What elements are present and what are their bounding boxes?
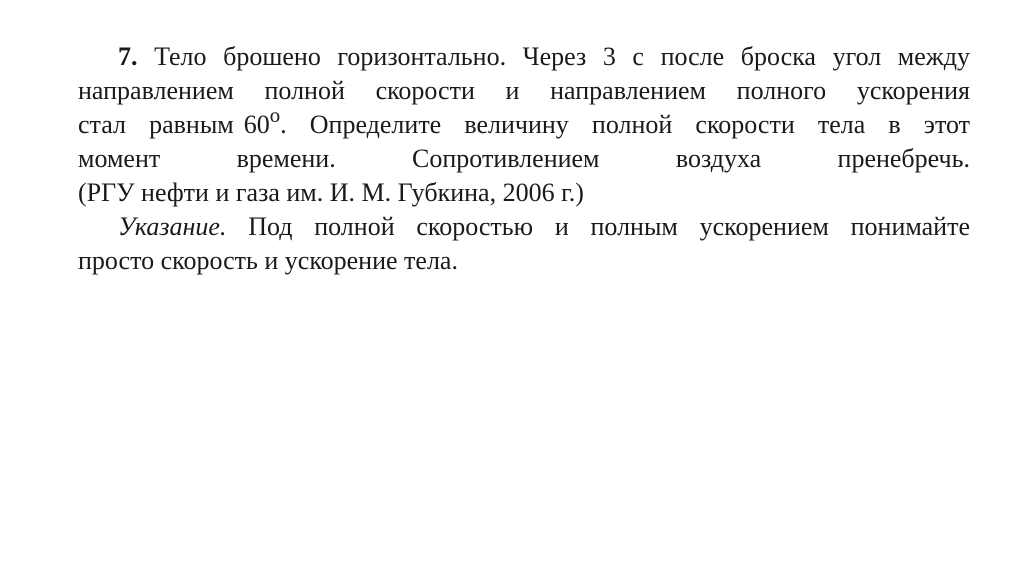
hint-label: Указание. [118,212,227,241]
hint-line-1-text: Под полной скоростью и полным ускорением понимайте [248,212,970,241]
problem-line-2: направлением полной скорости и направлением полного ускорения [78,76,970,105]
problem-source: (РГУ нефти и газа им. И. М. Губкина, 2006 г.) [78,178,584,207]
problem-line-1-text: Тело брошено горизонтально. Через 3 с после броска угол между [154,42,970,71]
hint-line-1 [78,210,970,244]
problem-number: 7. [118,42,138,71]
problem-line-3-end: . Определите величину полной скорости тела в этот [280,110,970,139]
hint-line-2: просто скорость и ускорение тела. [78,246,458,275]
problem-line-3 [78,103,970,142]
degree-symbol: o [269,103,281,127]
problem-line-1 [78,40,970,74]
problem-text [78,40,970,278]
problem-line-3-start: стал равным [78,110,234,139]
angle-value: 60 [243,110,270,139]
problem-line-4: момент времени. Сопротивлением воздуха пренебречь. [78,144,970,173]
